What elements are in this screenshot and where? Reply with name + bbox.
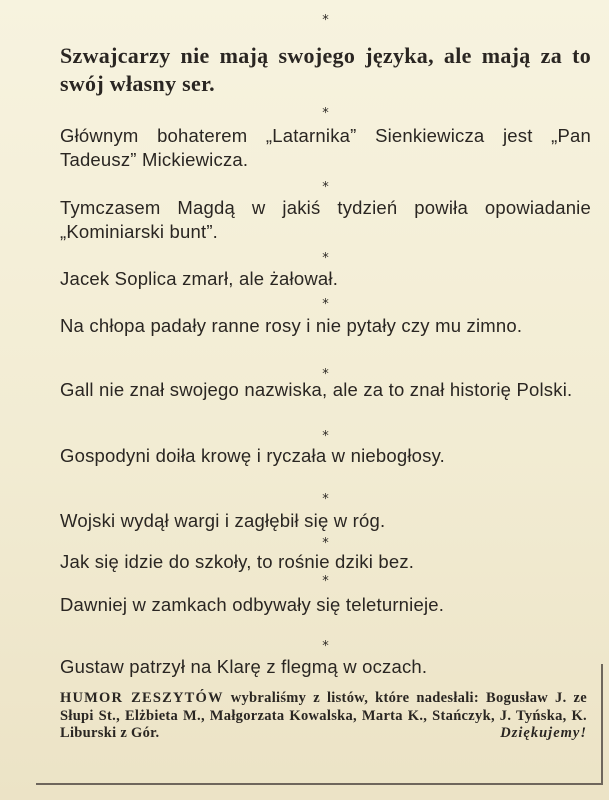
joke-item: Gall nie znał swojego nazwiska, ale za to znał historię Polski. — [60, 379, 573, 400]
separator-star: * — [322, 367, 329, 382]
separator-star: * — [322, 106, 329, 121]
joke-item: Gospodyni doiła krowę i ryczała w niebogłosy. — [60, 445, 446, 466]
joke-item: Jak się idzie do szkoły, to rośnie dziki bez. — [60, 551, 415, 572]
joke-item: Dawniej w zamkach odbywały się teleturnieje. — [60, 594, 445, 615]
frame-line-right — [601, 664, 603, 785]
joke-item: Na chłopa padały ranne rosy i nie pytały czy mu zimno. — [60, 315, 523, 336]
joke-item: Wojski wydął wargi i zagłębił się w róg. — [60, 510, 386, 531]
separator-star: * — [322, 13, 329, 28]
joke-item: Tymczasem Magdą w jakiś tydzień powiła opowiadanie „Kominiarski bunt”. — [60, 197, 591, 242]
joke-item: Głównym bohaterem „Latarnika” Sienkiewicza jest „Pan Tadeusz” Mickiewicza. — [60, 125, 591, 170]
headline: Szwajcarzy nie mają swojego języka, ale mają za to swój własny ser. — [60, 43, 591, 96]
separator-star: * — [322, 251, 329, 266]
separator-star: * — [322, 180, 329, 195]
thanks-text: Dziękujemy! — [500, 725, 587, 741]
joke-item: Gustaw patrzył na Klarę z flegmą w oczach. — [60, 656, 428, 677]
separator-star: * — [322, 492, 329, 507]
joke-item: Jacek Soplica zmarł, ale żałował. — [60, 268, 339, 289]
separator-star: * — [322, 536, 329, 551]
column-tag: HUMOR ZESZYTÓW — [60, 690, 224, 706]
credits-text: wybraliśmy z listów, które nadesłali: Bogusław J. ze Słupi St., Elżbieta M., Małgorzata Kowalska, Marta K., Stańczyk, J. Tyńska, K. Liburski z Gór. — [60, 690, 587, 741]
separator-star: * — [322, 639, 329, 654]
credits-footer — [60, 690, 587, 743]
separator-star: * — [322, 574, 329, 589]
frame-line-bottom — [36, 783, 603, 785]
article-body — [60, 0, 591, 780]
separator-star: * — [322, 429, 329, 444]
separator-star: * — [322, 297, 329, 312]
